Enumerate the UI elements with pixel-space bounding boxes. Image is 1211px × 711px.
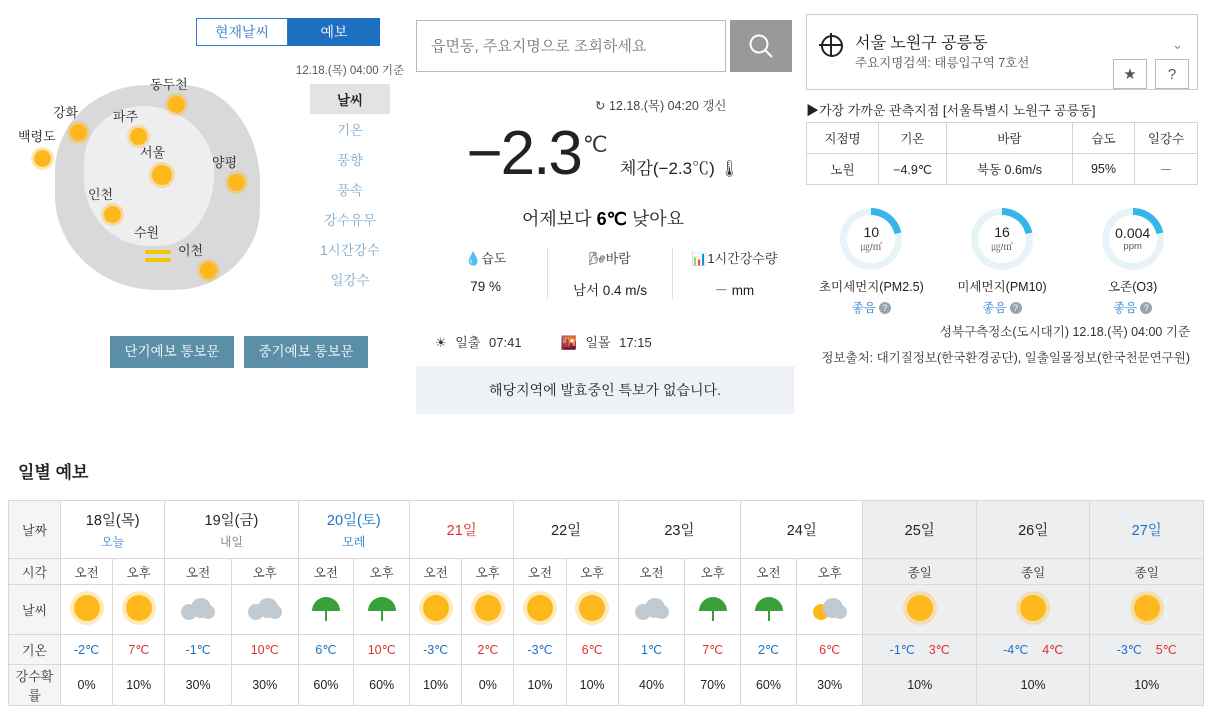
temp-3-high: 2℃: [462, 635, 514, 665]
sunset-block: 🌇 일몰 17:15: [560, 335, 652, 350]
sun-icon: [527, 595, 553, 621]
map-weather-icon-incheon: [104, 206, 121, 223]
o3-gauge: [1102, 208, 1164, 270]
map-element-daily-precip[interactable]: 일강수: [330, 273, 370, 288]
map-panel: [0, 0, 405, 420]
map-element-precipitation-yn[interactable]: 강수유무: [323, 213, 377, 228]
air-source-text: 정보출처: 대기질정보(한국환경공단), 일출일몰정보(한국천문연구원): [821, 351, 1190, 365]
temp-7-high: 3℃: [928, 643, 950, 657]
rowhead-pop: 강수확률: [9, 665, 61, 706]
weather-icon-1-pm: [231, 585, 298, 635]
map-weather-icon-icheon: [200, 262, 217, 279]
forecast-day-4[interactable]: [514, 501, 618, 559]
map-basis-time: 12.18.(목) 04:00 기준: [295, 65, 405, 77]
umbrella-icon: [368, 594, 396, 622]
map-city-paju: 파주: [113, 109, 139, 124]
forecast-date-8: 26일: [1018, 523, 1049, 539]
cell-humidity: 95%: [1073, 154, 1135, 185]
pm10-name: 미세먼지(PM10): [957, 280, 1047, 294]
pm10-gauge: [971, 208, 1033, 270]
temperature-block: [410, 118, 796, 189]
time-0-pm: 오후: [113, 559, 165, 585]
col-daily-precip: 일강수: [1135, 123, 1198, 154]
sun-icon: [475, 595, 501, 621]
short-term-forecast-button[interactable]: 단기예보 통보문: [110, 336, 234, 368]
metrics-row: [424, 248, 796, 299]
cloud-icon: [181, 596, 215, 620]
temp-5-high: 7℃: [685, 635, 741, 665]
forecast-sub-0: 오늘: [101, 535, 125, 549]
forecast-date-9: 27일: [1131, 523, 1162, 539]
sunset-time: 17:15: [619, 335, 652, 350]
sun-icon: [579, 595, 605, 621]
temperature-difference: 어제보다 6℃ 낮아요: [522, 209, 684, 229]
o3-name: 오존(O3): [1108, 280, 1158, 294]
cell-wind: 북동 0.6m/s: [947, 154, 1073, 185]
update-time: ↻ 12.18.(목) 04:20 갱신: [595, 99, 727, 113]
sun-icon: [74, 595, 100, 621]
temperature-unit: ℃: [582, 132, 608, 157]
rain-icon: 📊: [691, 251, 708, 266]
weather-icon-5-pm: [685, 585, 741, 635]
forecast-date-6: 24일: [786, 523, 817, 539]
temp-0-low: -2℃: [61, 635, 113, 665]
cell-daily-precip: －: [1135, 154, 1198, 185]
weather-icon-3-am: [410, 585, 462, 635]
air-basis-text: 성북구측정소(도시대기) 12.18.(목) 04:00 기준: [939, 325, 1190, 339]
pm10-grade: 좋음 ?: [937, 298, 1068, 316]
time-3-pm: 오후: [462, 559, 514, 585]
tab-current-weather[interactable]: 현재날씨: [196, 18, 288, 46]
temp-1-low: -1℃: [165, 635, 232, 665]
forecast-day-0[interactable]: [61, 501, 165, 559]
weather-icon-8: [976, 585, 1089, 635]
weather-icon-6-pm: [796, 585, 863, 635]
temp-9-low: -3℃: [1116, 643, 1142, 657]
rowhead-date: 날짜: [9, 501, 61, 559]
forecast-day-3[interactable]: [410, 501, 514, 559]
feels-like: 체감(−2.3℃): [620, 159, 715, 178]
weather-icon-2-am: [298, 585, 354, 635]
time-1-pm: 오후: [231, 559, 298, 585]
time-6-pm: 오후: [796, 559, 863, 585]
air-item-o3: [1067, 208, 1198, 316]
air-quality-row: [806, 208, 1198, 316]
sun-icon: [126, 595, 152, 621]
time-1-am: 오전: [165, 559, 232, 585]
info-icon[interactable]: ?: [1140, 302, 1152, 314]
map-city-yangpyeong: 양평: [212, 155, 238, 170]
air-item-pm10: [937, 208, 1068, 316]
search-icon: [746, 31, 776, 61]
location-sub: 주요지명검색: 태릉입구역 7호선: [855, 56, 1030, 70]
rowhead-weather: 날씨: [9, 585, 61, 635]
sun-icon: [1134, 595, 1160, 621]
pop-9: 10%: [1090, 665, 1204, 706]
forecast-sub-1: 내일: [219, 535, 244, 549]
daily-forecast-title: 일별 예보: [18, 463, 89, 482]
map-city-baengnyeongdo: 백령도: [18, 129, 56, 144]
rowhead-time: 시각: [9, 559, 61, 585]
col-humidity: 습도: [1073, 123, 1135, 154]
map-city-ganghwa: 강화: [53, 105, 79, 120]
o3-unit: ppm: [1123, 240, 1142, 252]
forecast-time-row: [9, 559, 1204, 585]
mid-term-forecast-button[interactable]: 중기예보 통보문: [244, 336, 368, 368]
col-temp: 기온: [879, 123, 947, 154]
rowhead-temp: 기온: [9, 635, 61, 665]
pop-6-am: 60%: [741, 665, 797, 706]
forecast-day-9[interactable]: [1090, 501, 1204, 559]
temp-5-low: 1℃: [618, 635, 685, 665]
map-city-icheon: 이천: [178, 243, 204, 258]
pm25-value: 10: [863, 223, 880, 240]
forecast-day-8[interactable]: [976, 501, 1089, 559]
forecast-date-2: 20일(토): [326, 513, 381, 529]
region-map[interactable]: [0, 60, 290, 310]
time-9-allday: 종일: [1090, 559, 1204, 585]
sunrise-icon: ☀: [435, 335, 447, 350]
sun-icon: [423, 595, 449, 621]
time-2-pm: 오후: [354, 559, 410, 585]
map-element-weather[interactable]: 날씨: [310, 84, 390, 114]
cloud-icon: [635, 596, 669, 620]
forecast-date-row: [9, 501, 1204, 559]
daily-forecast-table: [8, 500, 1204, 706]
temp-9: [1090, 635, 1204, 665]
time-6-am: 오전: [741, 559, 797, 585]
refresh-icon: ↻: [595, 99, 606, 113]
map-weather-icon-seoul: [152, 165, 172, 185]
weather-icon-3-pm: [462, 585, 514, 635]
pm10-unit: ㎍/㎥: [991, 242, 1013, 254]
tab-forecast[interactable]: 예보: [288, 18, 380, 46]
pop-2-am: 60%: [298, 665, 354, 706]
search-input[interactable]: [417, 21, 725, 71]
thermometer-icon: 🌡: [719, 161, 740, 178]
pop-4-am: 10%: [514, 665, 566, 706]
favorite-button[interactable]: ★: [1113, 59, 1147, 89]
pop-6-pm: 30%: [796, 665, 863, 706]
sunset-icon: 🌇: [560, 335, 577, 350]
sun-times: [430, 332, 652, 351]
map-buttons: [110, 336, 368, 368]
pop-4-pm: 10%: [566, 665, 618, 706]
temp-0-high: 7℃: [113, 635, 165, 665]
forecast-day-6[interactable]: [741, 501, 863, 559]
temp-1-high: 10℃: [231, 635, 298, 665]
temp-4-high: 6℃: [566, 635, 618, 665]
sunrise-block: ☀ 일출 07:41: [435, 335, 522, 350]
cell-station: 노원: [807, 154, 879, 185]
weather-icon-0-am: [61, 585, 113, 635]
search-button[interactable]: [730, 20, 792, 72]
sun-icon: [1020, 595, 1046, 621]
pop-1-pm: 30%: [231, 665, 298, 706]
weather-icon-0-pm: [113, 585, 165, 635]
chevron-down-icon[interactable]: ⌄: [1172, 37, 1183, 52]
forecast-date-1: 19일(금): [204, 513, 259, 529]
weather-icon-2-pm: [354, 585, 410, 635]
wind-value: 남서 0.4 m/s: [572, 283, 648, 298]
pm10-value: 16: [994, 223, 1010, 240]
map-weather-icon-baengnyeongdo: [34, 150, 51, 167]
col-station: 지점명: [807, 123, 879, 154]
weather-icon-6-am: [741, 585, 797, 635]
time-7-allday: 종일: [863, 559, 976, 585]
forecast-weather-row: [9, 585, 1204, 635]
weather-icon-4-pm: [566, 585, 618, 635]
map-bar-1: [145, 250, 171, 254]
cell-temp: −4.9℃: [879, 154, 947, 185]
weather-icon-1-am: [165, 585, 232, 635]
time-5-am: 오전: [618, 559, 685, 585]
umbrella-icon: [312, 594, 340, 622]
daily-forecast-table-wrap: [8, 500, 1204, 706]
forecast-temp-row: [9, 635, 1204, 665]
o3-grade: 좋음 ?: [1067, 298, 1198, 316]
forecast-day-5[interactable]: [618, 501, 740, 559]
map-city-incheon: 인천: [88, 187, 114, 202]
o3-value: 0.004: [1115, 225, 1151, 242]
air-item-pm25: [806, 208, 937, 316]
temp-9-high: 5℃: [1155, 643, 1177, 657]
umbrella-icon: [699, 594, 727, 622]
map-element-temperature[interactable]: 기온: [336, 123, 364, 138]
map-tabs: [196, 18, 380, 46]
cloud-icon: [248, 596, 282, 620]
nearest-station-title: ▶가장 가까운 관측지점 [서울특별시 노원구 공릉동]: [806, 103, 1096, 118]
forecast-day-1[interactable]: [165, 501, 298, 559]
humidity-value: 79 %: [470, 279, 502, 294]
temp-8: [976, 635, 1089, 665]
temp-4-low: -3℃: [514, 635, 566, 665]
temp-7-low: -1℃: [889, 643, 915, 657]
crosshair-icon: [821, 35, 843, 57]
metric-wind: 🌬바람 남서 0.4 m/s: [547, 248, 671, 299]
wind-icon: 🌬: [589, 251, 606, 266]
map-city-suwon: 수원: [134, 225, 160, 240]
pop-8: 10%: [976, 665, 1089, 706]
pm25-gauge: [840, 208, 902, 270]
table-row: [807, 154, 1198, 185]
temp-2-low: 6℃: [298, 635, 354, 665]
pop-7: 10%: [863, 665, 976, 706]
humidity-icon: 💧: [465, 251, 482, 266]
pop-5-am: 40%: [618, 665, 685, 706]
map-weather-icon-yangpyeong: [228, 174, 245, 191]
map-element-hourly-precip[interactable]: 1시간강수: [320, 243, 380, 258]
time-4-am: 오전: [514, 559, 566, 585]
info-icon[interactable]: ?: [879, 302, 891, 314]
time-0-am: 오전: [61, 559, 113, 585]
observation-table: [806, 122, 1198, 185]
pop-3-pm: 0%: [462, 665, 514, 706]
temp-2-high: 10℃: [354, 635, 410, 665]
weather-icon-7: [863, 585, 976, 635]
forecast-sub-2: 모레: [342, 535, 366, 549]
warning-notice: 해당지역에 발효중인 특보가 없습니다.: [416, 366, 794, 414]
map-element-wind-direction[interactable]: 풍향: [336, 153, 364, 168]
map-weather-icon-dongducheon: [168, 96, 185, 113]
forecast-pop-row: [9, 665, 1204, 706]
time-4-pm: 오후: [566, 559, 618, 585]
temp-8-high: 4℃: [1042, 643, 1064, 657]
time-8-allday: 종일: [976, 559, 1089, 585]
umbrella-icon: [755, 594, 783, 622]
temp-3-low: -3℃: [410, 635, 462, 665]
pop-0-pm: 10%: [113, 665, 165, 706]
pm25-name: 초미세먼지(PM2.5): [818, 280, 924, 294]
current-temperature: −2.3: [466, 119, 581, 188]
sun-icon: [907, 595, 933, 621]
sun-cloud-icon: [813, 596, 847, 620]
time-5-pm: 오후: [685, 559, 741, 585]
metric-humidity: 💧습도 79 %: [424, 248, 547, 299]
map-element-wind-speed[interactable]: 풍속: [336, 183, 364, 198]
precipitation-value: － mm: [714, 283, 755, 298]
forecast-date-7: 25일: [904, 523, 935, 539]
time-2-am: 오전: [298, 559, 354, 585]
metric-precipitation: 📊1시간강수량 － mm: [672, 248, 796, 299]
table-header-row: [807, 123, 1198, 154]
pop-0-am: 0%: [61, 665, 113, 706]
forecast-date-0: 18일(목): [85, 513, 140, 529]
pop-3-am: 10%: [410, 665, 462, 706]
pop-5-pm: 70%: [685, 665, 741, 706]
weather-icon-9: [1090, 585, 1204, 635]
map-bar-2: [145, 258, 171, 262]
map-weather-icon-ganghwa: [70, 124, 87, 141]
location-box[interactable]: [806, 14, 1198, 90]
forecast-day-7[interactable]: [863, 501, 976, 559]
weather-icon-4-am: [514, 585, 566, 635]
search-box[interactable]: [416, 20, 726, 72]
help-button[interactable]: ?: [1155, 59, 1189, 89]
forecast-day-2[interactable]: [298, 501, 410, 559]
info-icon[interactable]: ?: [1010, 302, 1022, 314]
forecast-date-5: 23일: [664, 523, 695, 539]
sunrise-time: 07:41: [489, 335, 522, 350]
pop-2-pm: 60%: [354, 665, 410, 706]
pm25-grade: 좋음 ?: [806, 298, 937, 316]
temp-6-low: 2℃: [741, 635, 797, 665]
temp-6-high: 6℃: [796, 635, 863, 665]
pm25-unit: ㎍/㎥: [860, 242, 883, 254]
map-element-list: [295, 62, 405, 294]
pop-1-am: 30%: [165, 665, 232, 706]
col-wind: 바람: [947, 123, 1073, 154]
time-3-am: 오전: [410, 559, 462, 585]
location-name: 서울 노원구 공릉동: [855, 35, 988, 52]
weather-icon-5-am: [618, 585, 685, 635]
forecast-date-4: 22일: [551, 523, 582, 539]
forecast-date-3: 21일: [446, 523, 477, 539]
map-city-dongducheon: 동두천: [150, 77, 188, 92]
temp-8-low: -4℃: [1003, 643, 1029, 657]
map-city-seoul: 서울: [140, 145, 166, 160]
temp-7: [863, 635, 976, 665]
